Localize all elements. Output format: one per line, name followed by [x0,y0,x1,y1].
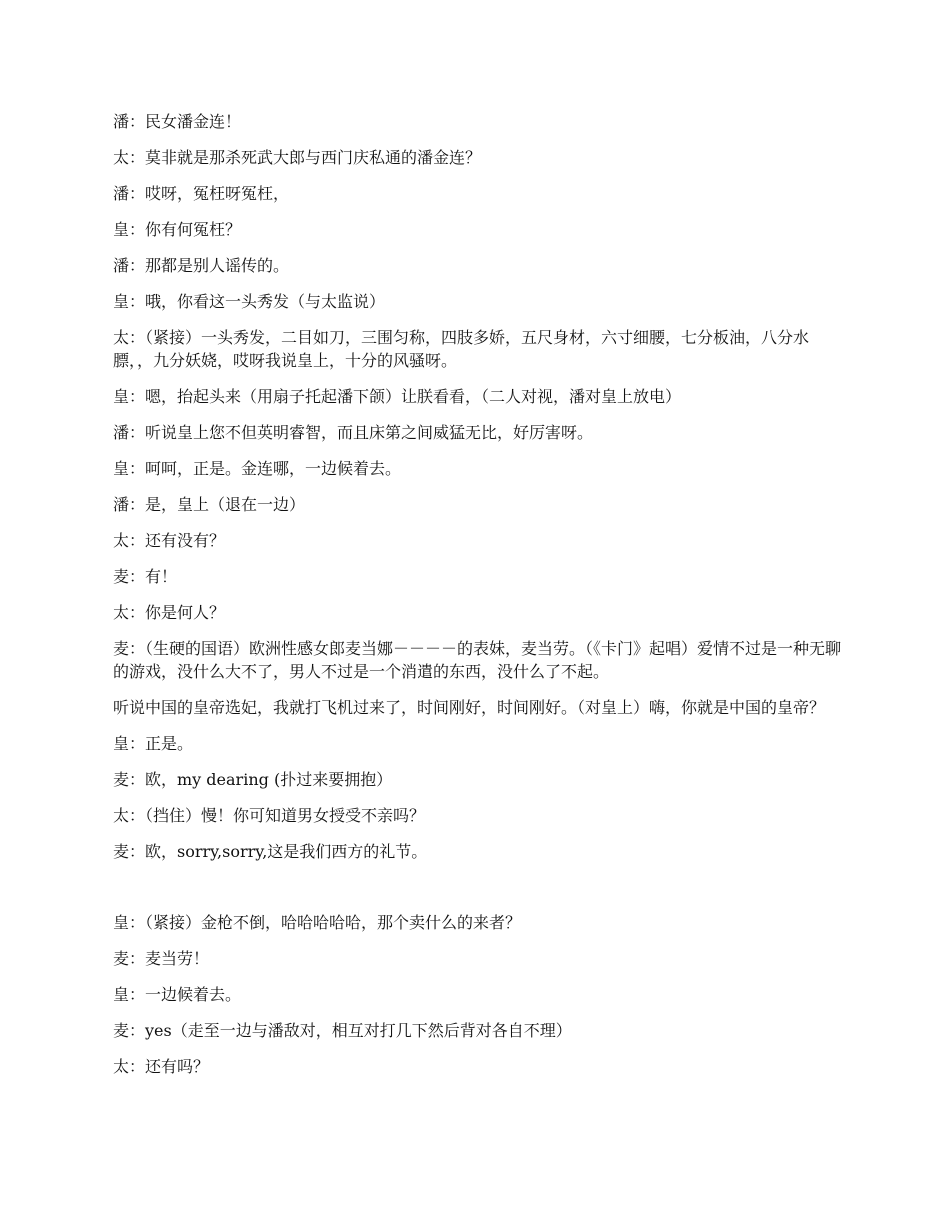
dialogue-line: 潘：听说皇上您不但英明睿智，而且床第之间威猛无比，好厉害呀。 [113,423,594,442]
dialogue-line: 麦：欧，sorry,sorry,这是我们西方的礼节。 [113,842,428,861]
paragraph-gap [113,876,848,911]
dialogue-line: 潘：是，皇上（退在一边） [113,495,306,514]
dialogue-line: 皇：（紧接）金枪不倒，哈哈哈哈哈，那个卖什么的来者？ [113,913,522,932]
dialogue-line: 潘：民女潘金连！ [113,112,242,131]
dialogue-line: 皇：嗯，抬起头来（用扇子托起潘下颌）让朕看看，（二人对视，潘对皇上放电） [113,387,682,406]
dialogue-line: 潘：那都是别人谣传的。 [113,256,290,275]
dialogue-line: 听说中国的皇帝选妃，我就打飞机过来了，时间刚好，时间刚好。（对皇上）嗨，你就是中国的皇帝？ [113,698,826,717]
script-page [113,110,848,1091]
dialogue-line: 太：还有没有？ [113,531,226,550]
dialogue-line: 太：莫非就是那杀死武大郎与西门庆私通的潘金连？ [113,148,482,167]
dialogue-line: 麦：yes（走至一边与潘敌对，相互对打几下然后背对各自不理） [113,1021,572,1040]
dialogue-line: 皇：一边候着去。 [113,985,242,1004]
dialogue-line: 皇：正是。 [113,734,194,753]
dialogue-line: 皇：哦，你看这一头秀发（与太监说） [113,292,386,311]
dialogue-line: 太：（紧接）一头秀发，二目如刀，三围匀称，四肢多娇，五尺身材，六寸细腰，七分板油，八分水膘，，九分妖娆，哎呀我说皇上，十分的风骚呀。 [113,328,810,370]
dialogue-line: 皇：你有何冤枉？ [113,220,242,239]
dialogue-line: 皇：呵呵，正是。金连哪，一边候着去。 [113,459,402,478]
dialogue-line: 麦：有！ [113,567,178,586]
dialogue-line: 太：还有吗？ [113,1057,210,1076]
dialogue-line: 太：（挡住）慢！你可知道男女授受不亲吗？ [113,806,426,825]
dialogue-line: 麦：欧，my dearing (扑过来要拥抱） [113,770,393,789]
dialogue-line: 太：你是何人？ [113,603,226,622]
dialogue-line: 麦：（生硬的国语）欧洲性感女郎麦当娜－－－－的表妹，麦当劳。（《卡门》起唱）爱情不过是一种无聊的游戏，没什么大不了，男人不过是一个消遣的东西，没什么了不起。 [113,639,842,681]
dialogue-line: 麦：麦当劳！ [113,949,210,968]
dialogue-line: 潘：哎呀，冤枉呀冤枉， [113,184,290,203]
